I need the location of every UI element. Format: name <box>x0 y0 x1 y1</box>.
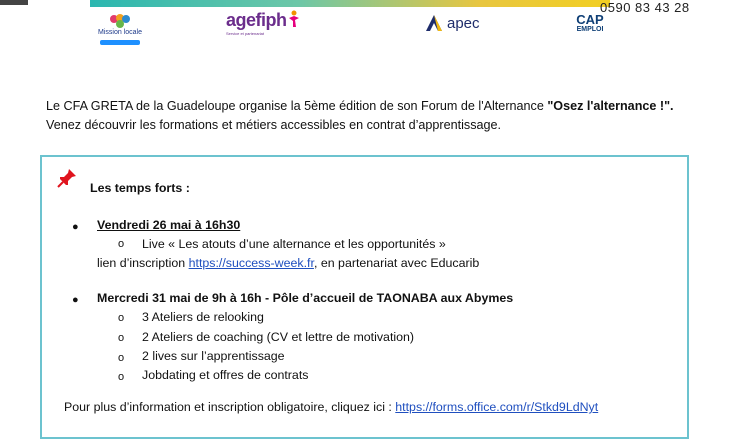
intro-line-1-text: Le CFA GRETA de la Guadeloupe organise la 5ème édition de son Forum de l'Alternance <box>46 99 548 113</box>
cap-subtitle: EMPLOI <box>576 26 604 33</box>
highlights-box <box>40 155 689 439</box>
banner-color-strip <box>90 0 610 7</box>
circle-bullet: o <box>118 332 125 344</box>
circle-bullet: o <box>118 238 125 250</box>
circle-bullet: o <box>118 312 125 324</box>
registration-line <box>64 400 598 414</box>
banner-fragment <box>0 0 28 5</box>
apec-text: apec <box>447 14 480 32</box>
event1-date-text: Vendredi 26 mai à 16h30 <box>97 218 241 232</box>
circle-bullet: o <box>118 352 125 364</box>
event2-item: 2 lives sur l’apprentissage <box>142 349 285 363</box>
success-week-link[interactable]: https://success-week.fr <box>188 256 314 270</box>
agefiph-logo <box>226 10 301 36</box>
agefiph-tagline: Service et partenariat <box>226 31 265 36</box>
event1-link-line <box>97 256 479 270</box>
circle-bullet: o <box>118 371 125 383</box>
event1-link-suffix: , en partenariat avec Educarib <box>313 256 480 270</box>
registration-form-link[interactable]: https://forms.office.com/r/Stkd9LdNyt <box>395 400 599 414</box>
event1-item: Live « Les atouts d’une alternance et les opportunités » <box>142 237 446 251</box>
agefiph-figure-icon <box>287 10 301 28</box>
apec-logo <box>425 14 480 32</box>
intro-line-1 <box>46 97 706 116</box>
mission-locale-bar <box>100 40 140 45</box>
event1-link-prefix: lien d’inscription <box>97 256 189 270</box>
event2-item: 2 Ateliers de coaching (CV et lettre de motivation) <box>142 330 415 344</box>
event2-item: 3 Ateliers de relooking <box>142 310 264 324</box>
intro-line-2: Venez découvrir les formations et métiers accessibles en contrat d’apprentissage. <box>46 118 502 132</box>
bullet-dot: ● <box>72 294 79 306</box>
bullet-dot: ● <box>72 221 79 233</box>
mission-locale-logo <box>88 12 152 46</box>
pushpin-icon <box>56 167 78 189</box>
cap-title: CAP <box>576 12 604 27</box>
mission-locale-text: Mission locale <box>98 29 142 36</box>
event1-date <box>97 218 240 232</box>
agefiph-text: agefiph <box>226 10 287 30</box>
event2-item: Jobdating et offres de contrats <box>142 368 309 382</box>
event2-date: Mercredi 31 mai de 9h à 16h - Pôle d’accueil de TAONABA aux Abymes <box>97 291 514 305</box>
apec-chevron-icon <box>425 14 443 32</box>
highlights-title: Les temps forts : <box>90 181 190 195</box>
header-banner <box>0 0 730 46</box>
registration-text: Pour plus d’information et inscription obligatoire, cliquez ici : <box>64 400 396 414</box>
intro-event-name: "Osez l'alternance !". <box>547 99 674 113</box>
phone-number: 0590 83 43 28 <box>600 0 690 15</box>
intro-paragraph <box>46 97 706 135</box>
cap-emploi-logo <box>570 14 610 34</box>
